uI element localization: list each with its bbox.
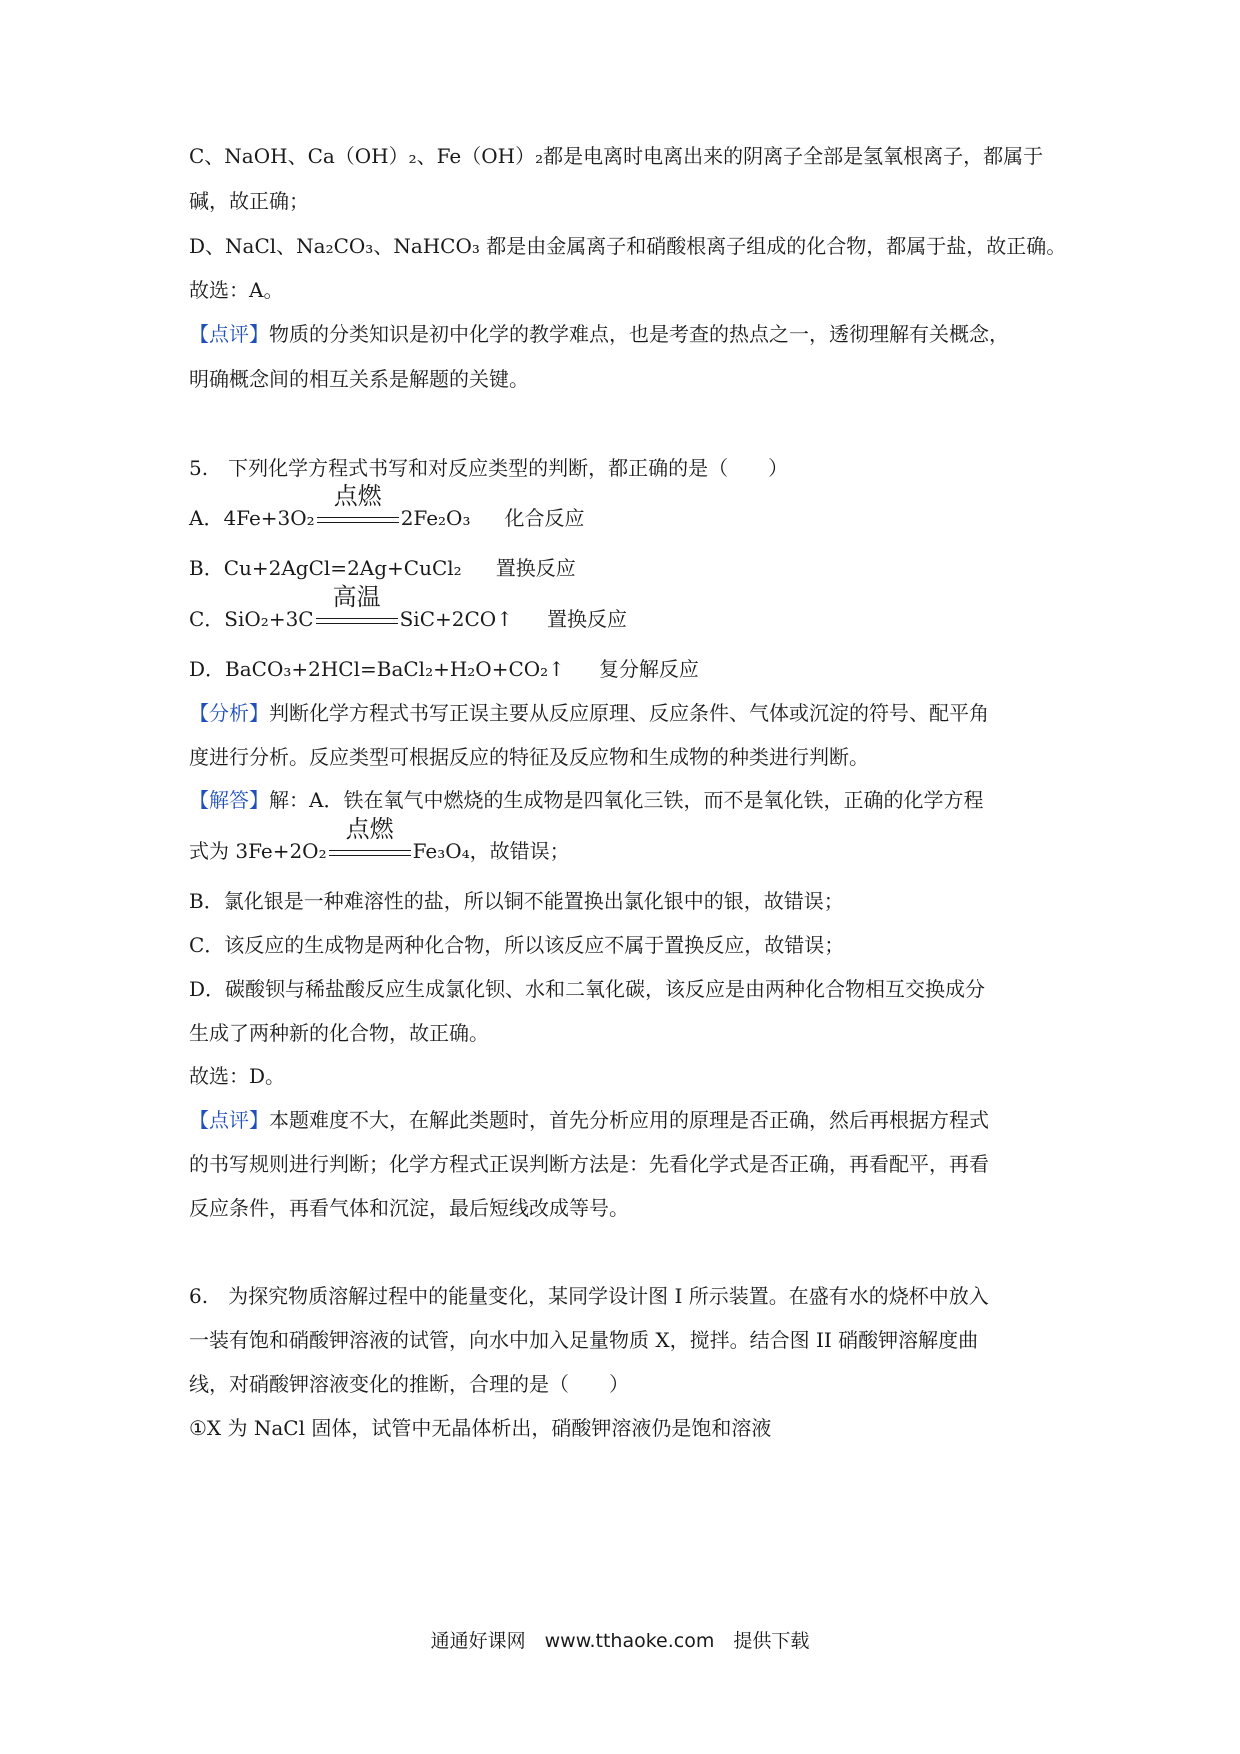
option-c-reactants: C．SiO₂+3C (189, 607, 314, 631)
reaction-condition-arrow (329, 814, 411, 866)
option-a-products: 2Fe₂O₃ (400, 506, 471, 530)
q5-stem: 5. 下列化学方程式书写和对反应类型的判断，都正确的是（ ） (189, 456, 789, 480)
q5-comment-line1 (189, 1107, 989, 1133)
double-line (317, 517, 399, 523)
option-a-reactants: A．4Fe+3O₂ (189, 506, 315, 530)
option-c-products: SiC+2CO↑ (399, 607, 513, 631)
p4-d-line: D、NaCl、Na₂CO₃、NaHCO₃ 都是由金属离子和硝酸根离子组成的化合物，都属于盐，故正确。 (189, 234, 1067, 258)
q5-option-b (189, 555, 576, 581)
q6-line3: 线，对硝酸钾溶液变化的推断，合理的是（ ） (189, 1372, 629, 1396)
solution-eq-right: Fe₃O₄，故错误； (412, 839, 570, 863)
p4-comment-line1 (189, 321, 1009, 347)
q5-solution-line1 (189, 787, 983, 813)
q5-comment-line2: 的书写规则进行判断；化学方程式正误判断方法是：先看化学式是否正确，再看配平，再看 (189, 1152, 989, 1176)
q6-line1: 6. 为探究物质溶解过程中的能量变化，某同学设计图 I 所示装置。在盛有水的烧杯中放入 (189, 1284, 989, 1308)
condition-label: 点燃 (345, 814, 394, 843)
q6-item1: ①X 为 NaCl 固体，试管中无晶体析出，硝酸钾溶液仍是饱和溶液 (189, 1416, 772, 1440)
p4-c-line1: C、NaOH、Ca（OH）₂、Fe（OH）₂都是电离时电离出来的阴离子全部是氢氧根离子，都属于 (189, 144, 1044, 168)
option-d-equation: D．BaCO₃+2HCl=BaCl₂+H₂O+CO₂↑ (189, 657, 565, 681)
page-footer: 通通好课网 www.tthaoke.com 提供下载 (430, 1630, 810, 1652)
double-line (316, 618, 398, 624)
option-d-type: 复分解反应 (598, 657, 699, 681)
reaction-condition-arrow (316, 582, 398, 634)
option-a-type: 化合反应 (504, 506, 585, 530)
q5-analysis-line2: 度进行分析。反应类型可根据反应的特征及反应物和生成物的种类进行判断。 (189, 745, 869, 769)
solution-text: 解：A．铁在氧气中燃烧的生成物是四氧化三铁，而不是氧化铁，正确的化学方程 (269, 788, 984, 812)
condition-label: 高温 (332, 582, 381, 611)
q5-solution-c: C．该反应的生成物是两种化合物，所以该反应不属于置换反应，故错误； (189, 933, 845, 957)
p4-answer: 故选：A。 (189, 278, 284, 302)
solution-tag: 【解答】 (189, 788, 269, 812)
reaction-condition-arrow (317, 481, 399, 533)
comment-tag: 【点评】 (189, 322, 269, 346)
q5-option-c (189, 582, 627, 634)
q5-answer: 故选：D。 (189, 1064, 286, 1088)
q5-solution-d2: 生成了两种新的化合物，故正确。 (189, 1021, 489, 1045)
condition-label: 点燃 (333, 481, 382, 510)
option-b-equation: B．Cu+2AgCl=2Ag+CuCl₂ (189, 556, 462, 580)
q5-comment-line3: 反应条件，再看气体和沉淀，最后短线改成等号。 (189, 1196, 629, 1220)
option-c-type: 置换反应 (546, 607, 627, 631)
option-b-type: 置换反应 (495, 556, 576, 580)
q5-solution-b: B．氯化银是一种难溶性的盐，所以铜不能置换出氯化银中的银，故错误； (189, 889, 844, 913)
analysis-tag: 【分析】 (189, 701, 269, 725)
q5-solution-d1: D．碳酸钡与稀盐酸反应生成氯化钡、水和二氧化碳，该反应是由两种化合物相互交换成分 (189, 977, 986, 1001)
double-line (329, 850, 411, 856)
solution-eq-left: 式为 3Fe+2O₂ (189, 839, 327, 863)
analysis-text: 判断化学方程式书写正误主要从反应原理、反应条件、气体或沉淀的符号、配平角 (269, 701, 989, 725)
comment-text: 物质的分类知识是初中化学的教学难点，也是考查的热点之一，透彻理解有关概念， (269, 322, 1009, 346)
q6-line2: 一装有饱和硝酸钾溶液的试管，向水中加入足量物质 X，搅拌。结合图 II 硝酸钾溶解度曲 (189, 1328, 979, 1352)
q5-option-a (189, 481, 585, 533)
p4-c-line2: 碱，故正确； (189, 189, 309, 213)
q5-option-d (189, 656, 699, 682)
q5-solution-line2 (189, 814, 570, 866)
p4-comment-line2: 明确概念间的相互关系是解题的关键。 (189, 367, 529, 391)
q5-analysis-line1 (189, 700, 989, 726)
comment-tag: 【点评】 (189, 1108, 269, 1132)
comment-text: 本题难度不大，在解此类题时，首先分析应用的原理是否正确，然后再根据方程式 (269, 1108, 989, 1132)
